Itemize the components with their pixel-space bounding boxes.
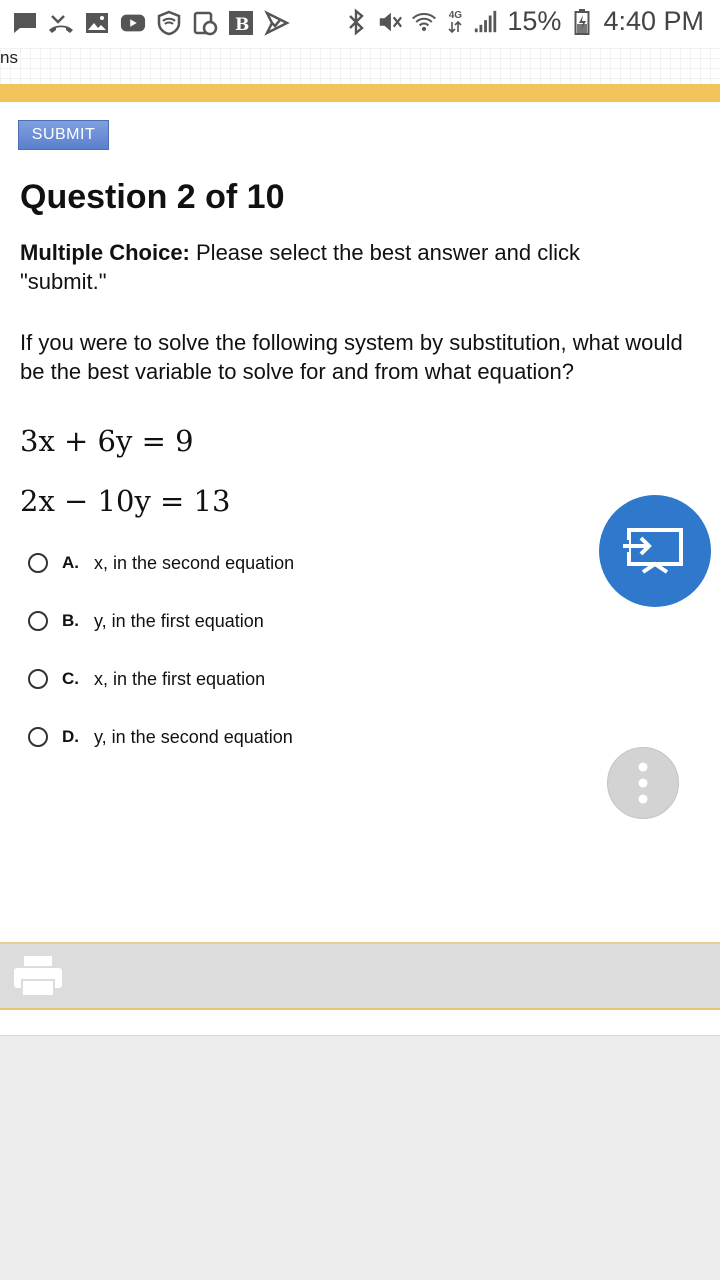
battery-icon: [569, 9, 595, 35]
equation-2: 2x − 10y = 13: [20, 484, 231, 518]
shield-icon: [156, 10, 182, 36]
mute-icon: [377, 9, 403, 35]
radio-button-d[interactable]: [28, 727, 48, 747]
question-title: Question 2 of 10: [20, 178, 285, 216]
choice-d[interactable]: [28, 722, 293, 752]
network-type-label: 4G: [448, 9, 463, 21]
browser-tab-strip: [0, 48, 720, 84]
instructions-text: Please select the best answer and click "submit.": [20, 240, 580, 294]
equation-1: 3x + 6y = 9: [20, 424, 194, 458]
choice-letter-b: B.: [62, 611, 79, 630]
battery-percent: 15%: [507, 6, 562, 36]
image-icon: [84, 10, 110, 36]
message-icon: [12, 10, 38, 36]
missed-call-icon: [48, 10, 74, 36]
choice-letter-d: D.: [62, 727, 79, 746]
submit-button[interactable]: SUBMIT: [18, 120, 109, 150]
network-type-icon: [445, 9, 465, 35]
printer-icon: [12, 954, 64, 998]
status-bar: [0, 0, 720, 48]
choice-c[interactable]: [28, 664, 265, 694]
empty-area: [0, 1036, 720, 1280]
youtube-icon: [120, 10, 146, 36]
svg-text:B: B: [235, 15, 250, 35]
question-prompt: If you were to solve the following system by substitution, what would be the best variable to solve for and from what equation?: [20, 330, 683, 384]
choice-text-b[interactable]: y, in the first equation: [94, 610, 264, 631]
footer-divider-bottom: [0, 1008, 720, 1010]
instructions: [20, 238, 660, 296]
radio-button-c[interactable]: [28, 669, 48, 689]
instructions-label: Multiple Choice:: [20, 240, 190, 265]
more-options-button[interactable]: [607, 747, 679, 819]
more-vertical-icon: [637, 761, 649, 805]
signal-icon: [473, 9, 499, 35]
tab-title-fragment[interactable]: ns: [0, 48, 18, 67]
wifi-icon: [411, 9, 437, 35]
system-icons: [343, 6, 704, 37]
b-app-icon: [228, 10, 254, 36]
choice-text-a[interactable]: x, in the second equation: [94, 552, 295, 573]
clock-time: 4:40 PM: [603, 6, 704, 36]
choice-a[interactable]: [28, 548, 294, 578]
bluetooth-icon: [343, 9, 369, 35]
check-tag-icon: [264, 10, 290, 36]
choice-b[interactable]: [28, 606, 264, 636]
choice-text-c[interactable]: x, in the first equation: [94, 668, 266, 689]
choice-letter-c: C.: [62, 669, 79, 688]
header-accent-bar: [0, 84, 720, 102]
print-button[interactable]: [12, 954, 64, 998]
notification-icons: [12, 10, 290, 36]
footer-toolbar: [0, 944, 720, 1008]
screen-share-icon: [623, 526, 687, 576]
choice-text-d[interactable]: y, in the second equation: [94, 726, 293, 747]
radio-button-b[interactable]: [28, 611, 48, 631]
screen-share-button[interactable]: [599, 495, 711, 607]
calendar-clock-icon: [192, 10, 218, 36]
choice-letter-a: A.: [62, 553, 79, 572]
radio-button-a[interactable]: [28, 553, 48, 573]
